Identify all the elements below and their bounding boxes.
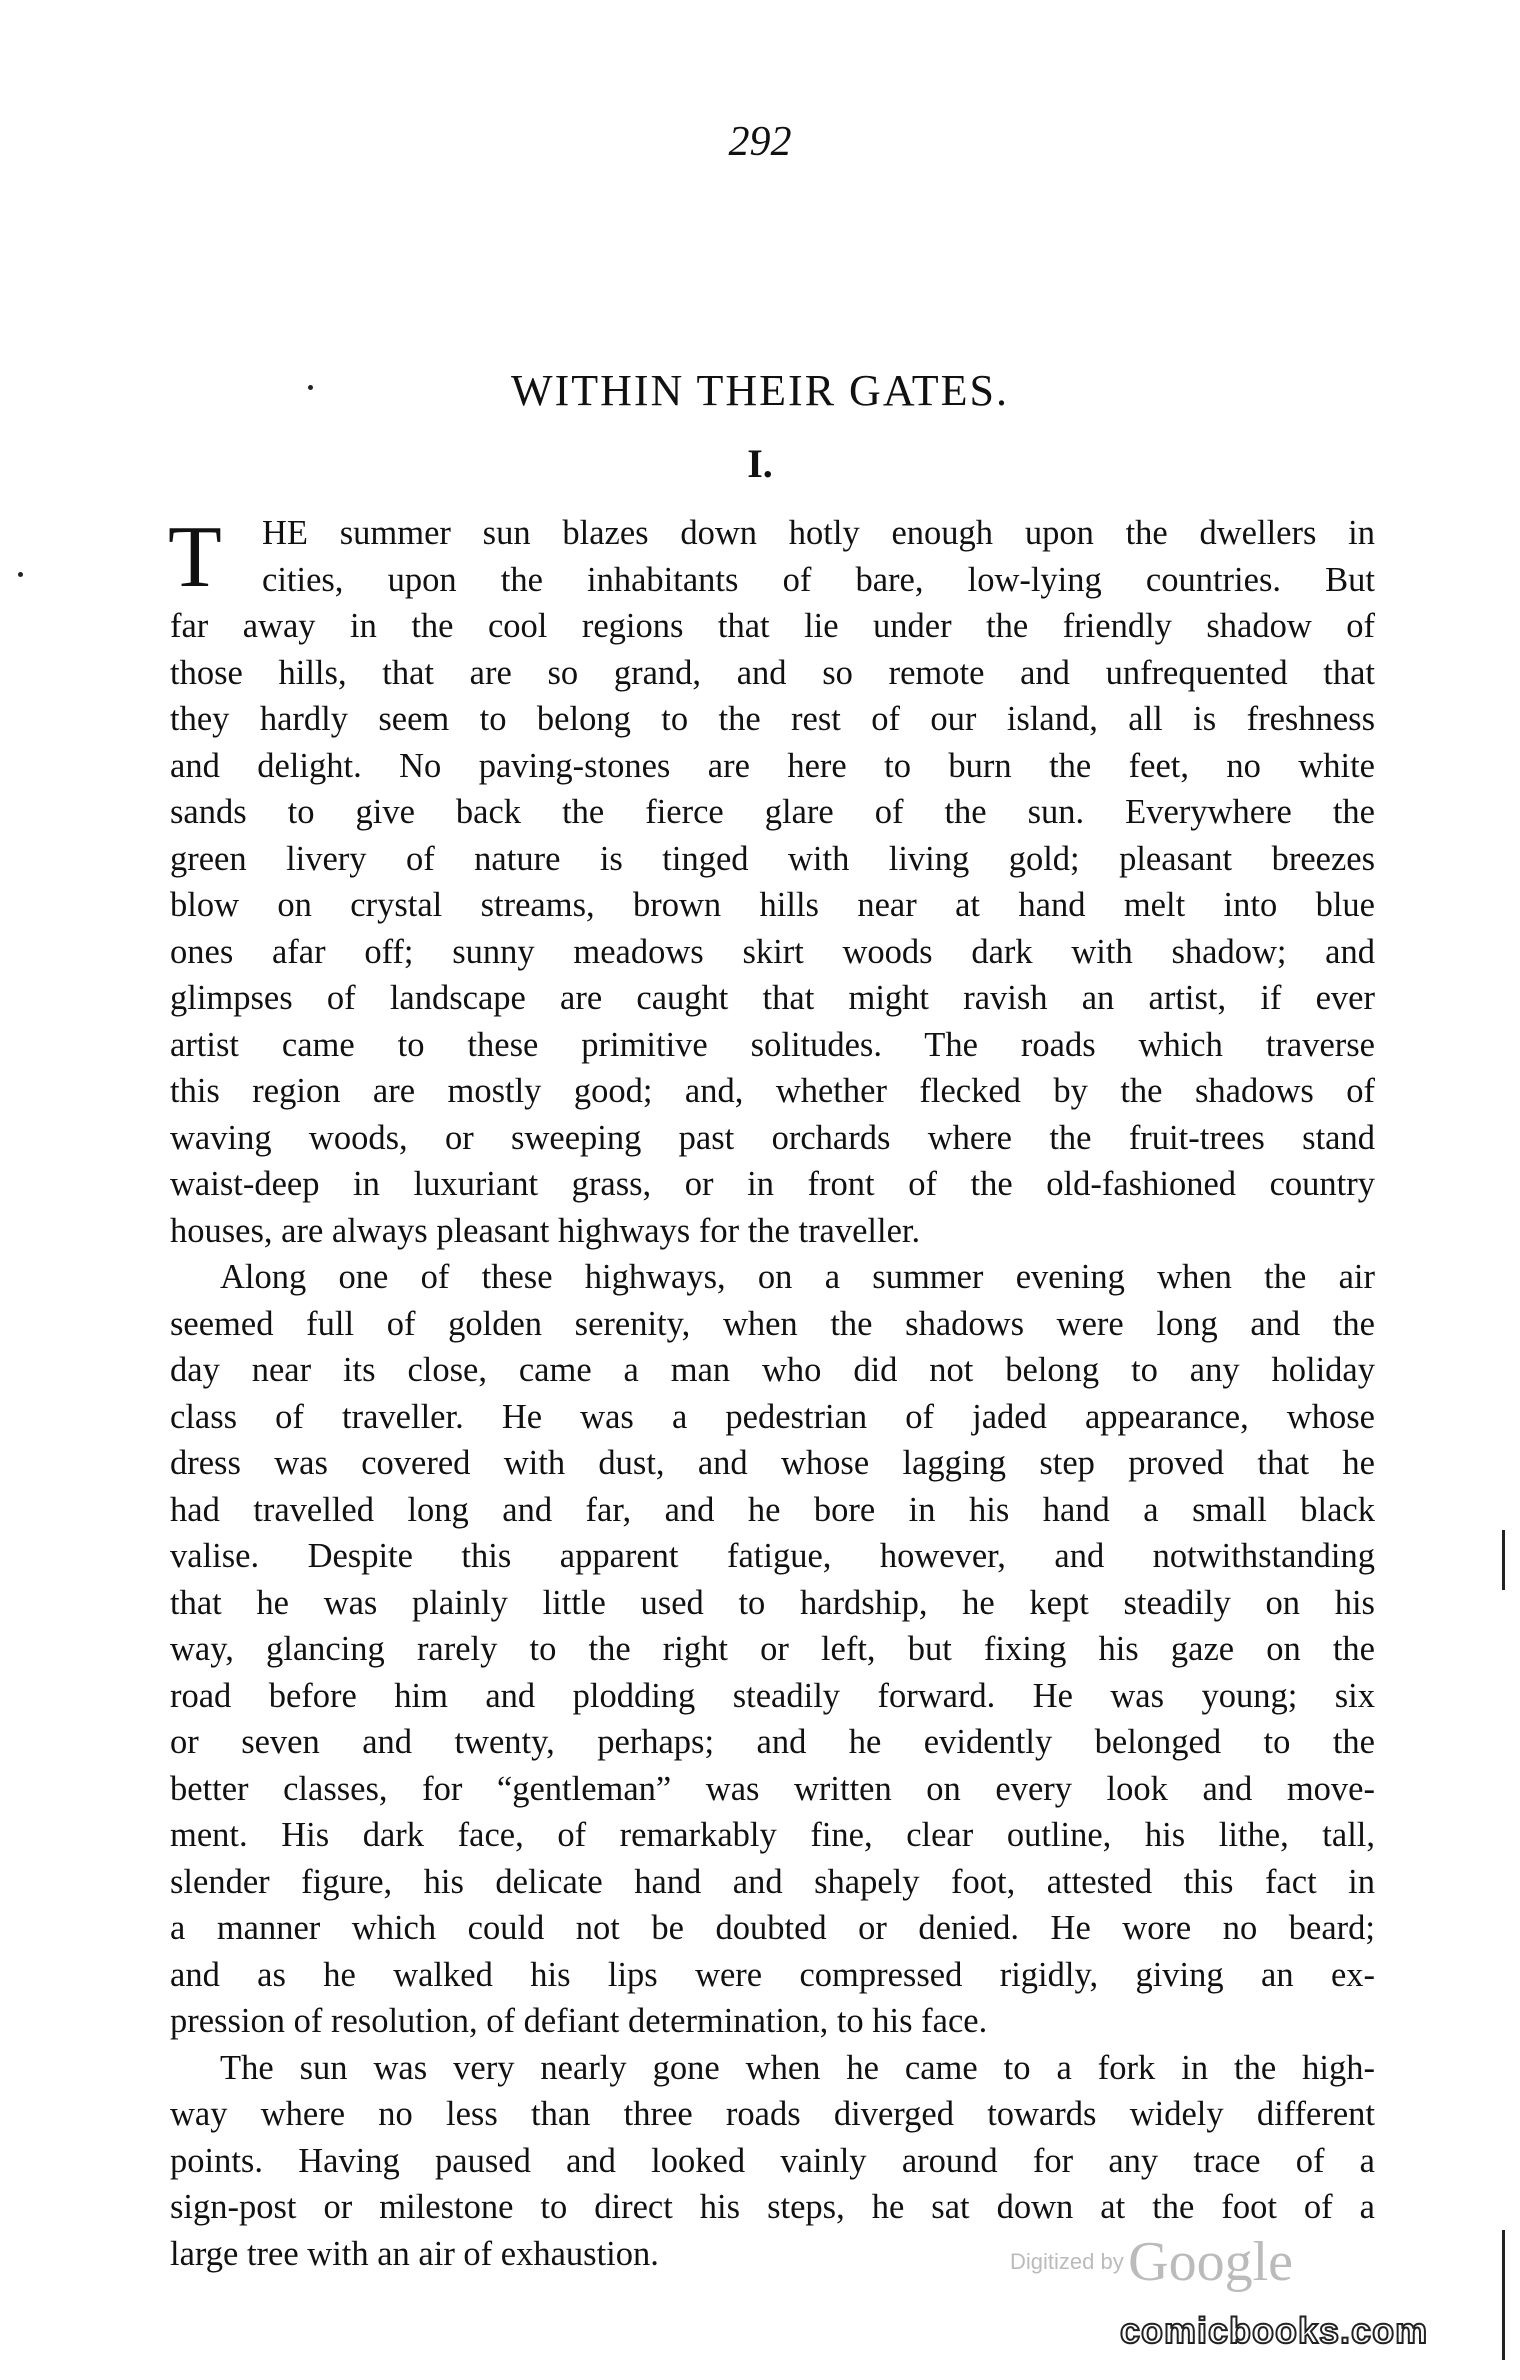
text-line: had travelled long and far, and he bore in his hand a small black	[170, 1490, 1375, 1529]
page-edge-line	[1502, 1530, 1505, 1590]
drop-cap: T	[168, 509, 222, 606]
page-number: 292	[728, 119, 792, 165]
text-line: houses, are always pleasant highways for the traveller.	[170, 1211, 921, 1250]
text-line: that he was plainly little used to hardship, he kept steadily on his	[170, 1583, 1375, 1622]
text-line: cities, upon the inhabitants of bare, low-lying countries. But	[262, 560, 1375, 599]
text-line: far away in the cool regions that lie under the friendly shadow of	[170, 607, 1375, 645]
text-line: Along one of these highways, on a summer evening when the air	[220, 1258, 1375, 1296]
text-line: sands to give back the fierce glare of the sun. Everywhere the	[170, 793, 1375, 831]
text-line: class of traveller. He was a pedestrian of jaded appearance, whose	[170, 1397, 1375, 1436]
text-line: HE summer sun blazes down hotly enough upon the dwellers in	[262, 514, 1375, 552]
text-line: ones afar off; sunny meadows skirt woods dark with shadow; and	[170, 932, 1375, 971]
text-line: day near its close, came a man who did not belong to any holiday	[170, 1351, 1375, 1389]
text-line: waist-deep in luxuriant grass, or in front of the old-fashioned country	[170, 1165, 1375, 1203]
text-line: way, glancing rarely to the right or left, but fixing his gaze on the	[170, 1630, 1375, 1668]
text-line: points. Having paused and looked vainly around for any trace of a	[170, 2141, 1375, 2180]
text-line: glimpses of landscape are caught that might ravish an artist, if ever	[170, 979, 1375, 1017]
text-line: slender figure, his delicate hand and shapely foot, attested this fact in	[170, 1862, 1375, 1901]
stray-mark	[308, 385, 313, 390]
text-line: blow on crystal streams, brown hills near at hand melt into blue	[170, 886, 1375, 924]
stray-mark	[18, 572, 23, 577]
text-line: sign-post or milestone to direct his steps, he sat down at the foot of a	[170, 2188, 1375, 2226]
text-line: a manner which could not be doubted or denied. He wore no beard;	[170, 1909, 1375, 1947]
text-line: large tree with an air of exhaustion.	[170, 2234, 659, 2273]
footer-site-watermark: comicbooks.com	[1120, 2310, 1429, 2351]
digitized-watermark	[1010, 2230, 1293, 2294]
text-line: valise. Despite this apparent fatigue, however, and notwithstanding	[170, 1537, 1375, 1575]
watermark-prefix: Digitized by	[1010, 2249, 1124, 2274]
text-line: dress was covered with dust, and whose lagging step proved that he	[170, 1444, 1375, 1482]
text-line: artist came to these primitive solitudes. The roads which traverse	[170, 1025, 1375, 1064]
text-line: pression of resolution, of defiant determination, to his face.	[170, 2002, 988, 2040]
text-line: seemed full of golden serenity, when the shadows were long and the	[170, 1304, 1375, 1343]
text-line: The sun was very nearly gone when he came to a fork in the high-	[220, 2048, 1375, 2087]
text-line: this region are mostly good; and, whether flecked by the shadows of	[170, 1072, 1375, 1110]
text-line: ment. His dark face, of remarkably fine, clear outline, his lithe, tall,	[170, 1816, 1375, 1854]
text-line: green livery of nature is tinged with living gold; pleasant breezes	[170, 839, 1375, 878]
text-line: road before him and plodding steadily forward. He was young; six	[170, 1676, 1375, 1715]
page-edge-line	[1502, 2230, 1505, 2360]
section-number: I.	[747, 441, 773, 486]
text-line: they hardly seem to belong to the rest of our island, all is freshness	[170, 700, 1375, 738]
text-line: waving woods, or sweeping past orchards where the fruit-trees stand	[170, 1118, 1375, 1157]
text-line: better classes, for “gentleman” was written on every look and move-	[170, 1769, 1375, 1808]
text-line: those hills, that are so grand, and so remote and unfrequented that	[170, 653, 1375, 692]
watermark-brand: Google	[1128, 2231, 1294, 2293]
text-line: and delight. No paving-stones are here to burn the feet, no white	[170, 746, 1375, 785]
chapter-title: WITHIN THEIR GATES.	[511, 366, 1009, 415]
text-line: way where no less than three roads diverged towards widely different	[170, 2095, 1375, 2133]
body-text	[170, 510, 1375, 2277]
text-line: and as he walked his lips were compressed rigidly, giving an ex-	[170, 1955, 1375, 1994]
text-line: or seven and twenty, perhaps; and he evidently belonged to the	[170, 1723, 1375, 1761]
